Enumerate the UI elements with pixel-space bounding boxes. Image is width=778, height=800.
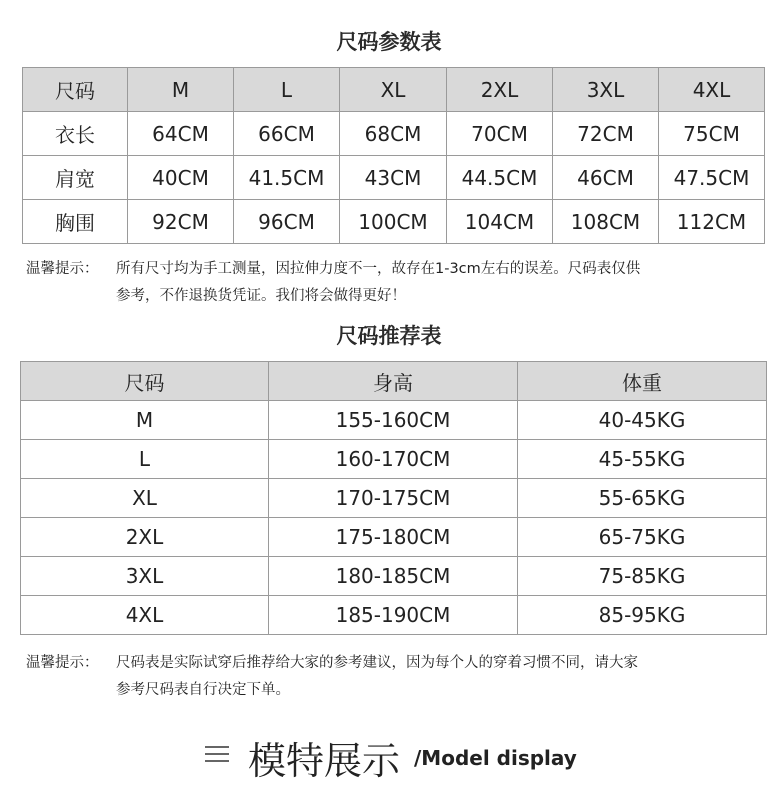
table-cell: 55-65KG — [518, 479, 767, 518]
table-header-cell: 2XL — [447, 68, 553, 112]
table-cell: 40-45KG — [518, 401, 767, 440]
table-cell: 3XL — [21, 557, 269, 596]
table-cell: 108CM — [553, 200, 659, 244]
menu-icon — [205, 746, 229, 767]
table-cell: 112CM — [659, 200, 765, 244]
table-header-cell: 尺码 — [21, 362, 269, 401]
table-cell: 185-190CM — [269, 596, 518, 635]
table-cell: 65-75KG — [518, 518, 767, 557]
size-note-1 — [26, 256, 766, 312]
table-row — [21, 479, 767, 518]
recommend-table-title: 尺码推荐表 — [336, 324, 442, 348]
table-cell: M — [21, 401, 269, 440]
table-header-cell: L — [234, 68, 340, 112]
table-cell: 45-55KG — [518, 440, 767, 479]
model-display-title-en: /Model display — [414, 746, 577, 770]
table-cell: 41.5CM — [234, 156, 340, 200]
table-row — [21, 596, 767, 635]
table-cell: 44.5CM — [447, 156, 553, 200]
table-cell: 衣长 — [23, 112, 128, 156]
table-header-cell: M — [128, 68, 234, 112]
table-header-cell: 4XL — [659, 68, 765, 112]
table-header-cell: 身高 — [269, 362, 518, 401]
table-cell: 72CM — [553, 112, 659, 156]
table-header-row — [21, 362, 767, 401]
note-text-line2: 参考尺码表自行决定下单。 — [116, 682, 290, 698]
table-cell: 2XL — [21, 518, 269, 557]
table-cell: 160-170CM — [269, 440, 518, 479]
table-cell: 胸围 — [23, 200, 128, 244]
table-header-cell: 3XL — [553, 68, 659, 112]
table-cell: 180-185CM — [269, 557, 518, 596]
table-cell: 75-85KG — [518, 557, 767, 596]
table-row — [21, 518, 767, 557]
note-label: 温馨提示： — [26, 655, 99, 671]
param-table-title: 尺码参数表 — [336, 30, 442, 54]
table-cell: 68CM — [340, 112, 447, 156]
table-row — [21, 401, 767, 440]
table-cell: 75CM — [659, 112, 765, 156]
table-header-row — [23, 68, 765, 112]
table-cell: 43CM — [340, 156, 447, 200]
table-row — [21, 557, 767, 596]
table-cell: 64CM — [128, 112, 234, 156]
model-display-header — [0, 730, 778, 783]
table-row — [23, 156, 765, 200]
table-cell: XL — [21, 479, 269, 518]
table-cell: 4XL — [21, 596, 269, 635]
table-cell: 155-160CM — [269, 401, 518, 440]
size-parameter-table — [22, 67, 765, 244]
table-cell: 46CM — [553, 156, 659, 200]
table-cell: 肩宽 — [23, 156, 128, 200]
table-header-cell: XL — [340, 68, 447, 112]
note-text-line1: 尺码表是实际试穿后推荐给大家的参考建议，因为每个人的穿着习惯不同，请大家 — [116, 655, 638, 671]
table-row — [23, 200, 765, 244]
table-header-cell: 尺码 — [23, 68, 128, 112]
table-cell: 170-175CM — [269, 479, 518, 518]
note-text-line2: 参考，不作退换货凭证。我们将会做得更好！ — [116, 288, 406, 304]
table-cell: 104CM — [447, 200, 553, 244]
table-cell: L — [21, 440, 269, 479]
table-row — [23, 112, 765, 156]
note-label: 温馨提示： — [26, 261, 99, 277]
table-cell: 66CM — [234, 112, 340, 156]
note-text-line1: 所有尺寸均为手工测量，因拉伸力度不一，故存在1-3cm左右的误差。尺码表仅供 — [116, 261, 641, 277]
table-cell: 47.5CM — [659, 156, 765, 200]
table-cell: 100CM — [340, 200, 447, 244]
table-cell: 175-180CM — [269, 518, 518, 557]
table-cell: 96CM — [234, 200, 340, 244]
table-cell: 40CM — [128, 156, 234, 200]
table-header-cell: 体重 — [518, 362, 767, 401]
size-recommendation-table — [20, 361, 767, 635]
table-row — [21, 440, 767, 479]
table-cell: 85-95KG — [518, 596, 767, 635]
size-note-2 — [26, 650, 766, 706]
table-cell: 92CM — [128, 200, 234, 244]
model-display-title-zh: 模特展示 — [248, 739, 401, 783]
table-cell: 70CM — [447, 112, 553, 156]
